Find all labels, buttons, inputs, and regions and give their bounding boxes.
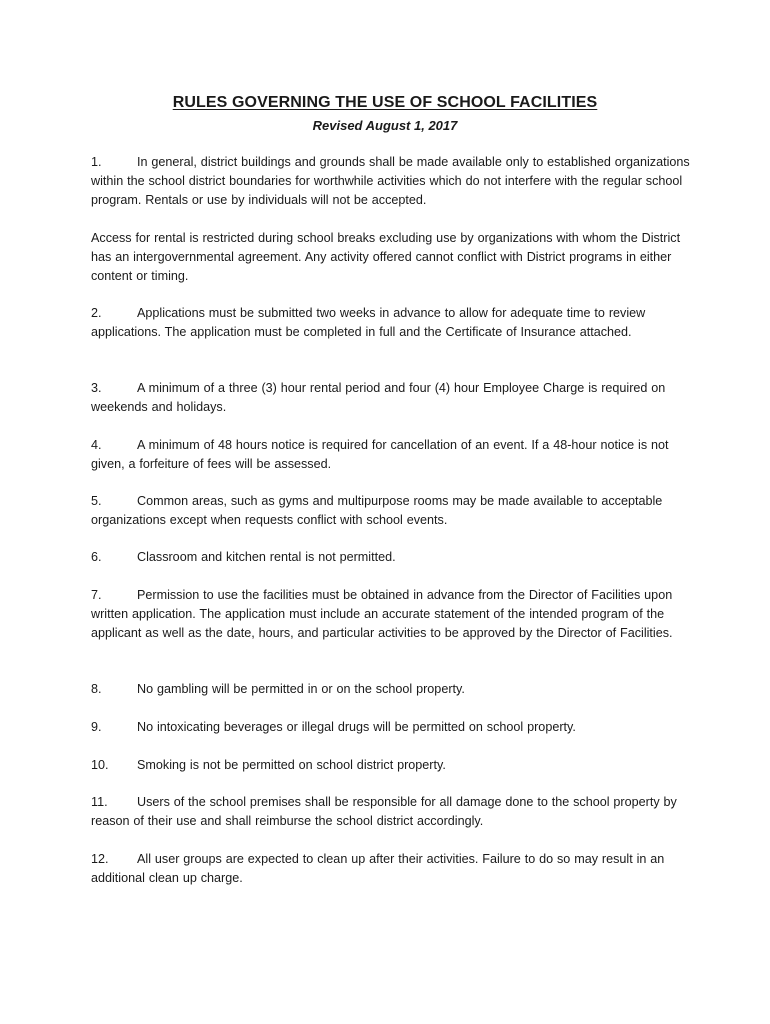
rule-8 (91, 680, 691, 699)
rule-9 (91, 718, 691, 737)
rule-1-continuation (91, 229, 691, 286)
rule-1 (91, 153, 691, 210)
rule-text: A minimum of a three (3) hour rental period and four (4) hour Employee Charge is required on weekends and holidays. (91, 381, 666, 414)
rule-text: Users of the school premises shall be responsible for all damage done to the school property by reason of their use and shall reimburse the school district accordingly. (91, 795, 677, 828)
document-title: RULES GOVERNING THE USE OF SCHOOL FACILITIES (172, 94, 598, 111)
rule-text: Classroom and kitchen rental is not permitted. (137, 550, 396, 564)
rule-text: Access for rental is restricted during school breaks excluding use by organizations with whom the District has an intergovernmental agreement. Any activity offered cannot conflict with District programs in either content or timing. (91, 231, 681, 283)
rule-number: 4. (91, 438, 102, 452)
rule-number: 7. (91, 588, 102, 602)
rule-text: Smoking is not be permitted on school district property. (137, 758, 446, 772)
rule-number: 6. (91, 550, 102, 564)
rule-11 (91, 793, 691, 831)
rule-7 (91, 586, 691, 643)
rule-number: 5. (91, 494, 102, 508)
rule-text: In general, district buildings and grounds shall be made available only to established organizations within the school district boundaries for worthwhile activities which do not interfere with the regular school program. Rentals or use by individuals will not be accepted. (91, 155, 690, 207)
rule-number: 9. (91, 720, 102, 734)
revision-date: Revised August 1, 2017 (312, 118, 458, 133)
rule-number: 3. (91, 381, 102, 395)
rule-number: 11. (91, 795, 108, 809)
rule-text: A minimum of 48 hours notice is required for cancellation of an event. If a 48-hour notice is not given, a forfeiture of fees will be assessed. (91, 438, 669, 471)
rule-text: All user groups are expected to clean up after their activities. Failure to do so may result in an additional clean up charge. (91, 852, 665, 885)
rule-number: 8. (91, 682, 102, 696)
rule-text: Applications must be submitted two weeks in advance to allow for adequate time to review applications. The application must be completed in full and the Certificate of Insurance attached. (91, 306, 646, 339)
rule-3 (91, 379, 691, 417)
rule-5 (91, 492, 691, 530)
rule-text: No gambling will be permitted in or on the school property. (137, 682, 465, 696)
rule-2 (91, 304, 691, 342)
rule-text: No intoxicating beverages or illegal drugs will be permitted on school property. (137, 720, 576, 734)
rule-number: 2. (91, 306, 102, 320)
rule-4 (91, 436, 691, 474)
rule-12 (91, 850, 691, 888)
rule-6 (91, 548, 691, 567)
rule-number: 1. (91, 155, 102, 169)
rule-text: Common areas, such as gyms and multipurpose rooms may be made available to acceptable organizations except when requests conflict with school events. (91, 494, 663, 527)
rule-text: Permission to use the facilities must be obtained in advance from the Director of Facilities upon written application. The application must include an accurate statement of the intended program of the applicant as well as the date, hours, and particular activities to be approved by the Director of Facilities. (91, 588, 673, 640)
rule-number: 10. (91, 758, 109, 772)
rule-number: 12. (91, 852, 109, 866)
rule-10 (91, 756, 691, 775)
